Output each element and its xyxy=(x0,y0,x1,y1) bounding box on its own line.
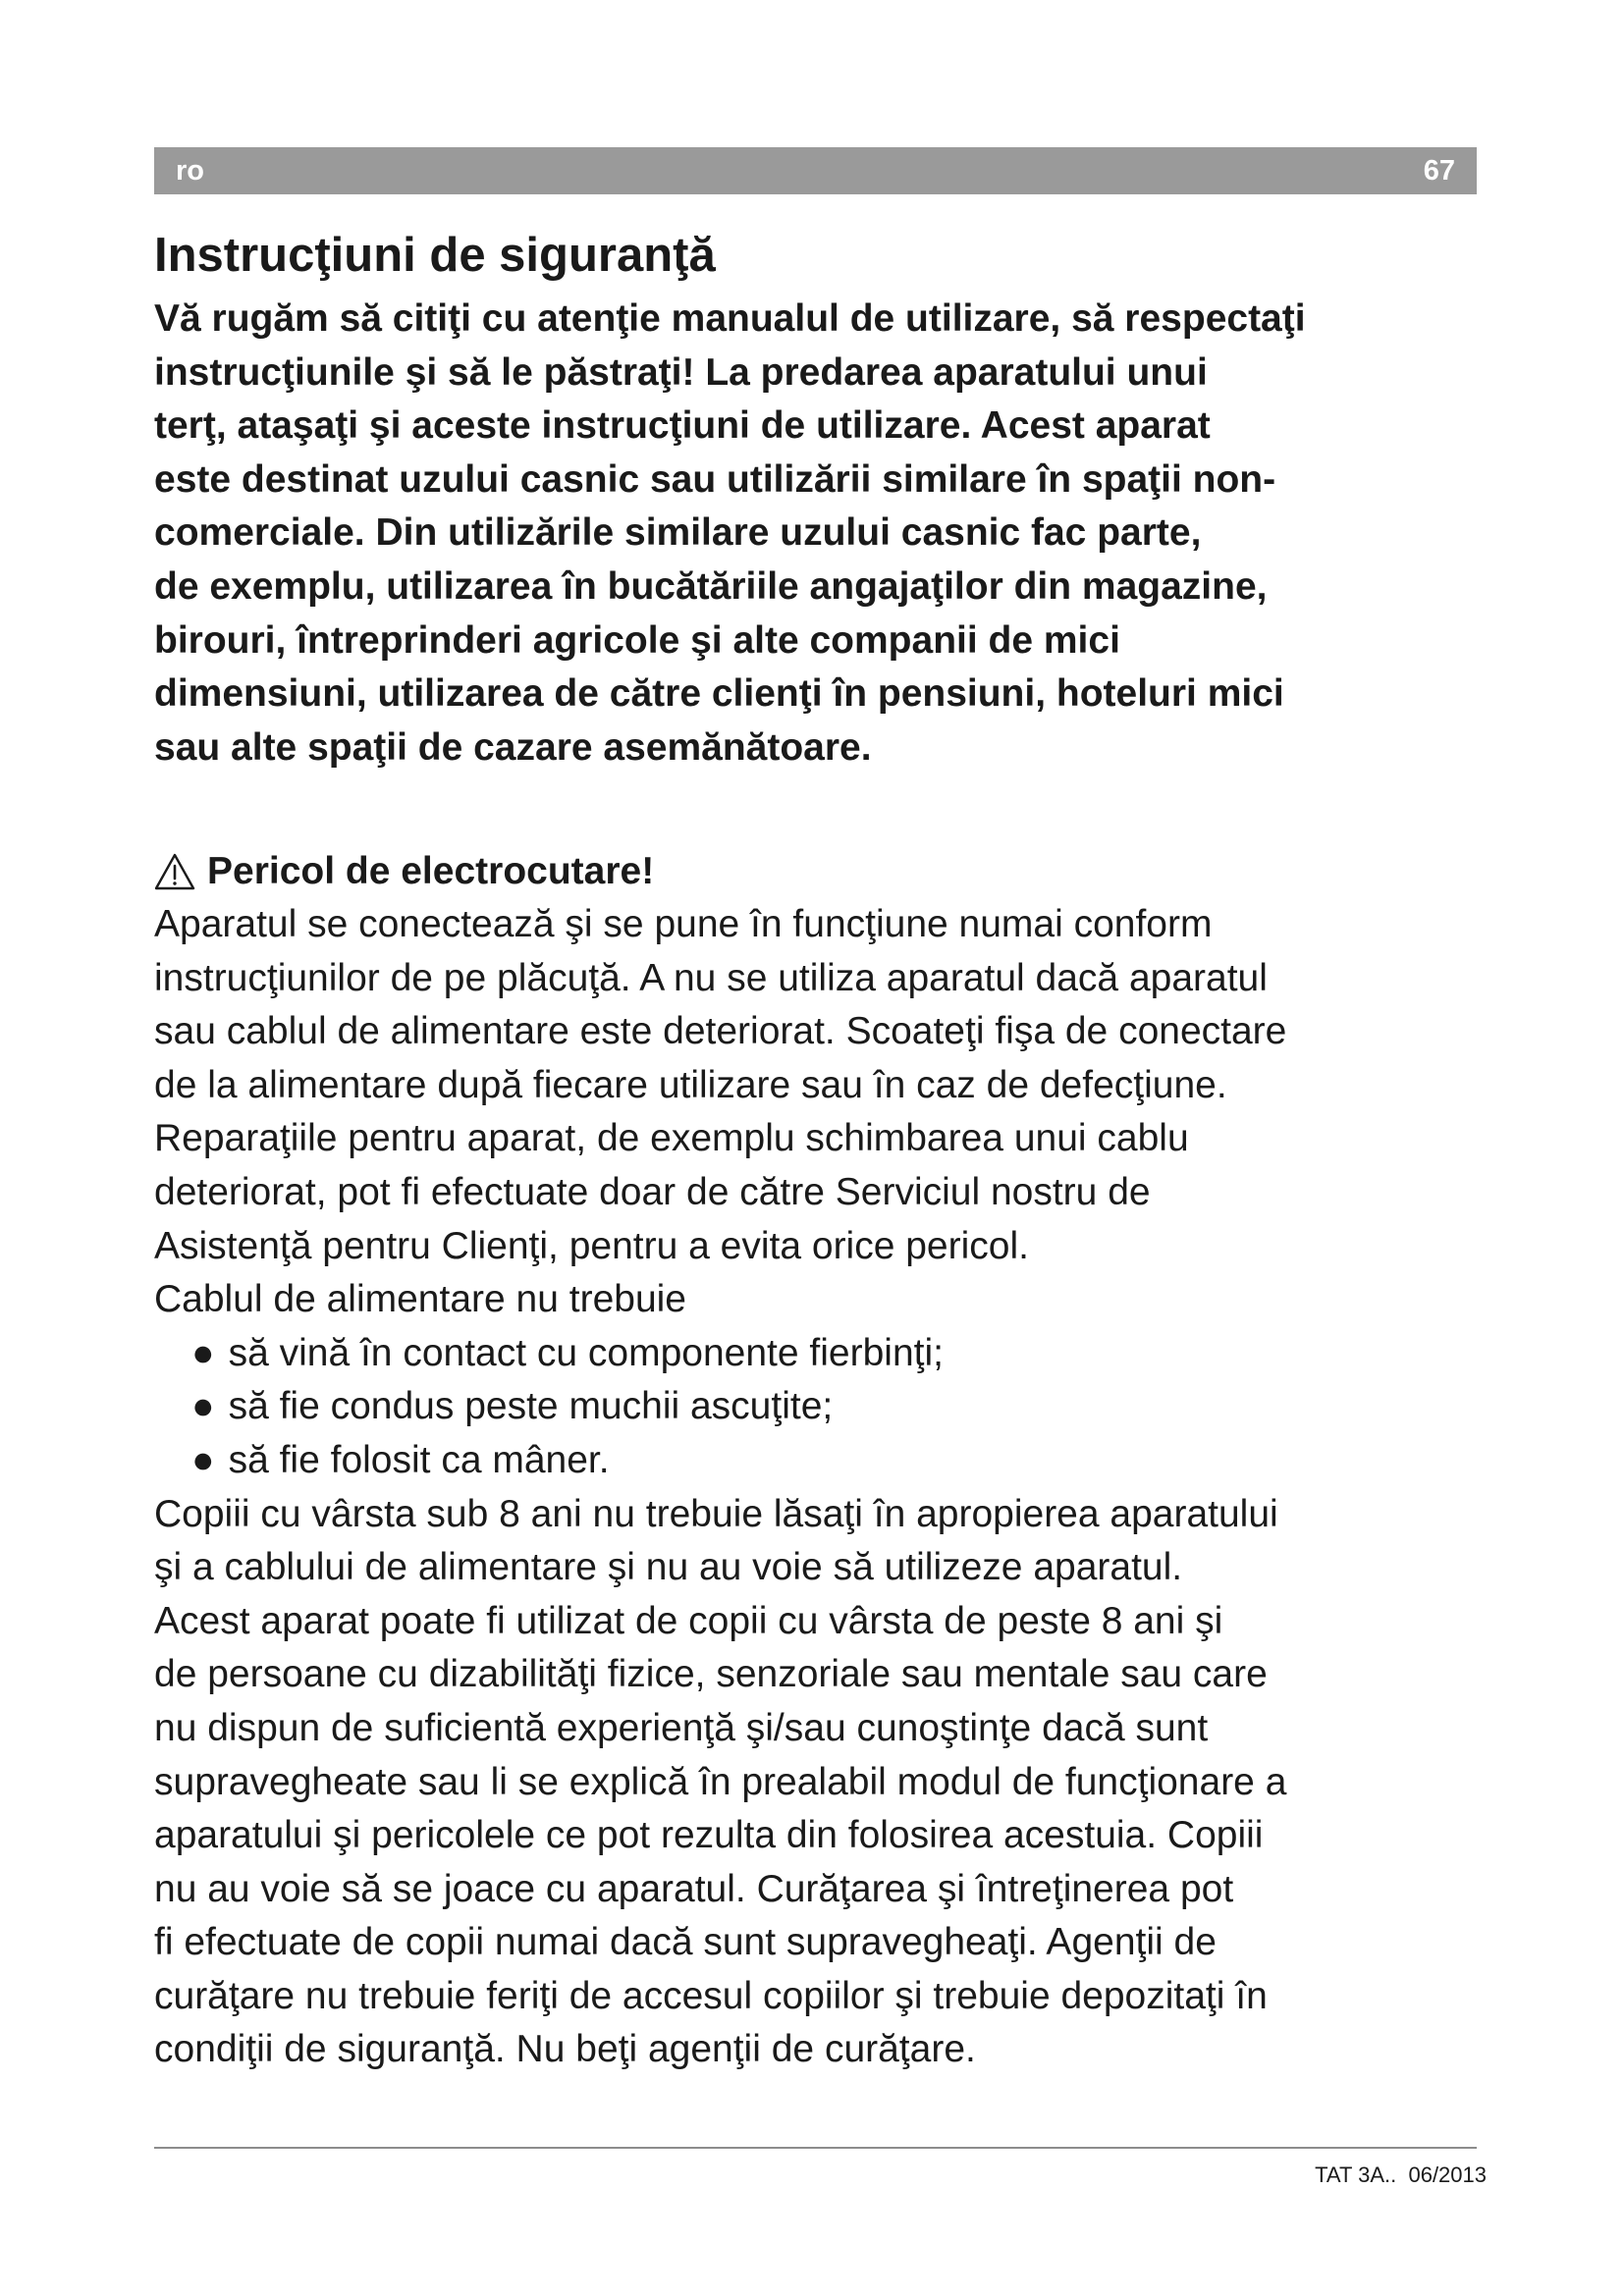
body-line: Copiii cu vârsta sub 8 ani nu trebuie lăsaţi în apropierea aparatului xyxy=(154,1492,1278,1535)
bullet-item xyxy=(154,1434,1489,1488)
intro-paragraph xyxy=(154,293,1489,774)
warning-heading xyxy=(154,842,654,901)
language-code: ro xyxy=(176,154,204,187)
body-line: curăţare nu trebuie feriţi de accesul copiilor şi trebuie depozitaţi în xyxy=(154,1974,1268,2017)
footer-divider xyxy=(154,2147,1477,2149)
body-line: aparatului şi pericolele ce pot rezulta din folosirea acestuia. Copiii xyxy=(154,1814,1264,1857)
footer-model-code: TAT 3A.. xyxy=(1315,2163,1397,2187)
body-line: nu au voie să se joace cu aparatul. Curăţarea şi întreţinerea pot xyxy=(154,1867,1234,1910)
warning-triangle-icon xyxy=(154,852,195,891)
body-line: şi a cablului de alimentare şi nu au voie să utilizeze aparatul. xyxy=(154,1546,1183,1589)
bullet-dot-icon: ● xyxy=(191,1331,215,1374)
intro-line: sau alte spaţii de cazare asemănătoare. xyxy=(154,725,872,769)
body-line: Cablul de alimentare nu trebuie xyxy=(154,1278,687,1321)
body-line: supravegheate sau li se explică în prealabil modul de funcţionare a xyxy=(154,1760,1287,1803)
body-line: de persoane cu dizabilităţi fizice, senzoriale sau mentale sau care xyxy=(154,1653,1268,1696)
page-title: Instrucţiuni de siguranţă xyxy=(154,229,716,282)
footer-model-date xyxy=(1315,2163,1487,2188)
body-line: Aparatul se conectează şi se pune în funcţiune numai conform xyxy=(154,903,1213,945)
body-line: deteriorat, pot fi efectuate doar de către Serviciul nostru de xyxy=(154,1170,1151,1213)
bullet-dot-icon: ● xyxy=(191,1438,215,1481)
bullet-item xyxy=(154,1327,1489,1381)
intro-line: birouri, întreprinderi agricole şi alte companii de mici xyxy=(154,618,1120,662)
bullet-text: să fie condus peste muchii ascuţite; xyxy=(228,1385,834,1428)
intro-line: comerciale. Din utilizările similare uzului casnic fac parte, xyxy=(154,511,1202,555)
intro-line: dimensiuni, utilizarea de către clienţi în pensiuni, hoteluri mici xyxy=(154,672,1284,716)
safety-body-text xyxy=(154,898,1489,2077)
body-line: condiţii de siguranţă. Nu beţi agenţii de curăţare. xyxy=(154,2028,976,2071)
bullet-text: să vină în contact cu componente fierbinţi; xyxy=(228,1331,944,1374)
bullet-item xyxy=(154,1380,1489,1434)
body-line: de la alimentare după fiecare utilizare sau în caz de defecţiune. xyxy=(154,1063,1227,1106)
intro-line: este destinat uzului casnic sau utilizării similare în spaţii non- xyxy=(154,457,1276,501)
page-number: 67 xyxy=(1423,154,1455,187)
bullet-text: să fie folosit ca mâner. xyxy=(228,1438,610,1481)
intro-line: instrucţiunile şi să le păstraţi! La predarea aparatului unui xyxy=(154,350,1208,394)
body-line: fi efectuate de copii numai dacă sunt supravegheaţi. Agenţii de xyxy=(154,1921,1217,1964)
warning-heading-text: Pericol de electrocutare! xyxy=(207,850,655,892)
body-line: Asistenţă pentru Clienţi, pentru a evita orice pericol. xyxy=(154,1224,1029,1267)
body-line: Acest aparat poate fi utilizat de copii cu vârsta de peste 8 ani şi xyxy=(154,1599,1223,1642)
body-line: sau cablul de alimentare este deteriorat. Scoateţi fişa de conectare xyxy=(154,1010,1287,1053)
footer-date: 06/2013 xyxy=(1408,2163,1487,2187)
body-line: nu dispun de suficientă experienţă şi/sau cunoştinţe dacă sunt xyxy=(154,1706,1209,1749)
page-header-bar xyxy=(154,147,1477,194)
bullet-dot-icon: ● xyxy=(191,1385,215,1428)
intro-line: terţ, ataşaţi şi aceste instrucţiuni de utilizare. Acest aparat xyxy=(154,404,1211,448)
body-line: Reparaţiile pentru aparat, de exemplu schimbarea unui cablu xyxy=(154,1117,1189,1160)
body-line: instrucţiunilor de pe plăcuţă. A nu se utiliza aparatul dacă aparatul xyxy=(154,956,1268,999)
intro-line: de exemplu, utilizarea în bucătăriile angajaţilor din magazine, xyxy=(154,564,1268,608)
intro-line: Vă rugăm să citiţi cu atenţie manualul de utilizare, să respectaţi xyxy=(154,297,1306,340)
